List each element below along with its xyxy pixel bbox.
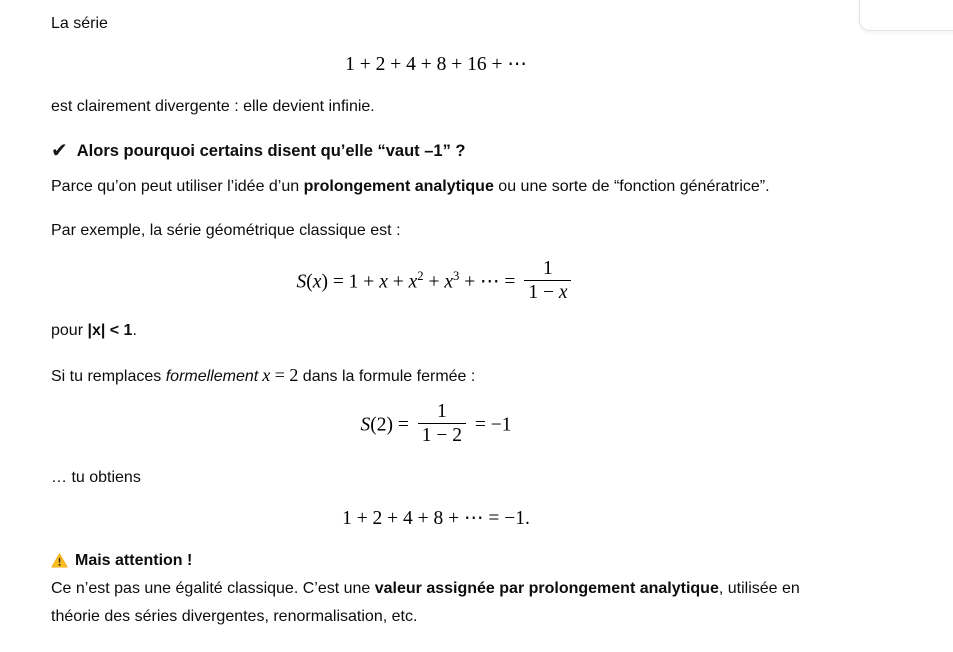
para-obtain: … tu obtiens <box>51 468 141 486</box>
italic-formellement: formellement <box>165 367 259 385</box>
divergent-note: est clairement divergente : elle devient infinie. <box>51 98 375 115</box>
fraction-denominator: 1 − 2 <box>418 423 466 447</box>
exponent: 3 <box>452 268 460 283</box>
para-domain-text: pour <box>51 321 88 339</box>
section-heading-why-text: Alors pourquoi certains disent qu’elle “vaut –1” ? <box>76 142 466 160</box>
para-warning-line2: théorie des séries divergentes, renormalisation, etc. <box>51 607 418 625</box>
math-var-x: x <box>379 271 388 293</box>
fraction <box>418 400 466 448</box>
math-var-x: x <box>312 271 322 293</box>
assistant-message <box>51 10 821 631</box>
fraction-numerator: 1 <box>437 400 447 422</box>
bold-valeur-assignee: valeur assignée par prolongement analytique <box>374 579 719 597</box>
math-ops: + ⋯ = <box>459 271 521 293</box>
display-formula-s2 <box>51 402 821 450</box>
display-formula-geometric <box>51 259 821 307</box>
inline-math-x-equals-2 <box>262 365 298 385</box>
para-domain <box>51 317 821 345</box>
math-paren: ( <box>306 271 313 293</box>
fraction-denominator <box>524 280 571 304</box>
display-formula-result: 1 + 2 + 4 + 8 + ⋯ = −1. <box>342 507 530 529</box>
math-ops: + <box>423 271 445 293</box>
para-example: Par exemple, la série géométrique classique est : <box>51 222 401 239</box>
para-substitute-tail: dans la formule fermée : <box>298 367 476 385</box>
fraction <box>524 257 571 305</box>
para-prolongement <box>51 173 821 201</box>
math-var-x: x <box>558 282 568 304</box>
math-var-x: x <box>444 271 453 293</box>
math-ops: = <box>393 414 414 436</box>
para-prolongement-text: Parce qu’on peut utiliser l’idée d’un <box>51 178 304 195</box>
check-icon: ✔ <box>51 140 68 162</box>
exponent: 2 <box>417 268 424 283</box>
den-text: 1 − <box>528 282 559 304</box>
bold-prolongement-analytique: prolongement analytique <box>303 178 494 195</box>
para-warning <box>51 575 821 631</box>
intro-text: La série <box>51 15 108 32</box>
math-result: = −1 <box>470 414 512 436</box>
math-var-x: x <box>262 364 271 385</box>
para-warning-tail: , utilisée en <box>718 579 800 597</box>
para-warning-text: Ce n’est pas une égalité classique. C’est une <box>51 579 375 597</box>
para-warning-line1 <box>51 580 800 597</box>
math-var-x: x <box>408 271 418 293</box>
fraction-numerator: 1 <box>543 258 553 279</box>
math-ops: + <box>387 271 409 293</box>
math-ops: = 1 + <box>327 271 380 293</box>
math-paren: ) <box>321 271 328 293</box>
section-heading-why <box>51 137 821 165</box>
math-arg: (2) <box>370 414 393 436</box>
warning-icon <box>51 552 68 569</box>
para-prolongement-tail: ou une sorte de “fonction génératrice”. <box>493 178 770 195</box>
section-heading-warning <box>51 547 821 575</box>
top-right-panel-fragment[interactable] <box>859 0 953 31</box>
bold-abs-x: |x| < 1 <box>87 321 133 339</box>
display-formula-series: 1 + 2 + 4 + 8 + 16 + ⋯ <box>345 54 527 75</box>
section-heading-warning-text: Mais attention ! <box>75 551 193 569</box>
math-var-S: S <box>296 271 307 293</box>
math-ops: = 2 <box>270 364 299 385</box>
para-substitute-text: Si tu remplaces <box>51 367 166 385</box>
para-substitute <box>51 361 821 391</box>
para-domain-tail: . <box>132 321 137 339</box>
math-var-S: S <box>360 414 371 436</box>
